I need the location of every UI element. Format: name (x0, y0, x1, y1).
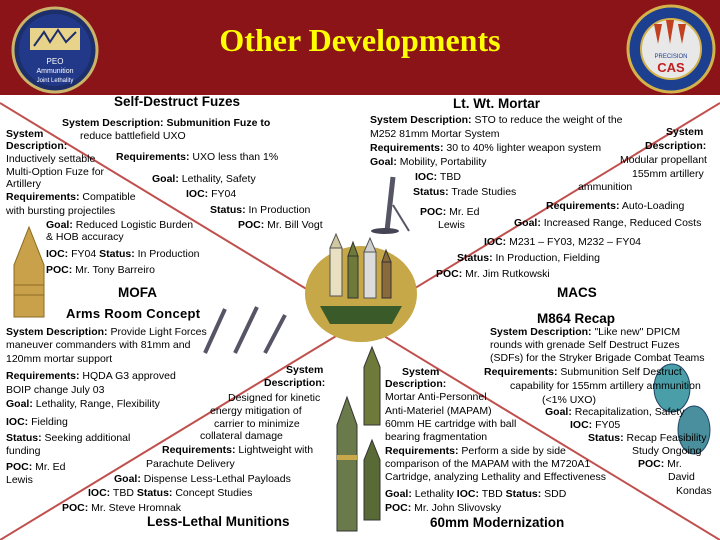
tr-line7: Requirements: Auto-Loading (546, 200, 685, 212)
bl-right-line11: POC: Mr. Steve Hromnak (62, 502, 182, 514)
tl-line7b: IOC: FY04 (186, 188, 237, 200)
bl-line9: funding (6, 445, 41, 457)
tr-line1: System Description: STO to reduce the weight of the (370, 114, 623, 126)
tl-line4b: Requirements: UXO less than 1% (116, 151, 279, 163)
bl-line4: Requirements: HQDA G3 approved (6, 370, 176, 382)
tr-label: MACS (557, 285, 597, 300)
60mm-rounds-image (362, 345, 382, 525)
logo-right-inner-top: PRECISION (654, 54, 688, 60)
bl-line7: IOC: Fielding (6, 416, 68, 428)
tl-line8b: Status: In Production (210, 204, 311, 216)
tr-line12: POC: Mr. Jim Rutkowski (436, 268, 550, 280)
bl-line5: BOIP change July 03 (6, 384, 105, 396)
br-line9b: Status: Recap Feasibility (588, 432, 707, 444)
bl-right-line3: Designed for kinetic (228, 392, 321, 404)
br-line10b: Study Ongoing (632, 445, 702, 457)
pm-cas-logo (624, 4, 718, 94)
tl-line5b: Goal: Lethality, Safety (152, 173, 256, 185)
logo-left-line2: Ammunition (36, 68, 74, 75)
arms-room-mortars-image (195, 305, 295, 355)
br-line7b: Goal: Recapitalization, Safety (545, 406, 685, 418)
bl-line6: Goal: Lethality, Range, Flexibility (6, 398, 160, 410)
bl-heading: Arms Room Concept (66, 306, 201, 321)
tr-line8r: Goal: Increased Range, Reduced Costs (514, 217, 702, 229)
br-line13: Kondas (676, 485, 712, 497)
tl-heading: Self-Destruct Fuzes (114, 94, 241, 109)
tl-line6: Artillery (6, 178, 42, 190)
br-line14: Goal: Lethality IOC: TBD Status: SDD (385, 488, 567, 500)
bl-right-line4: energy mitigation of (210, 405, 302, 417)
tl-line1: System Description: Submunition Fuze to (62, 117, 271, 129)
tr-line3: Requirements: 30 to 40% lighter weapon system (370, 142, 602, 154)
bl-right-line10: IOC: TBD Status: Concept Studies (88, 487, 253, 499)
br-heading: M864 Recap (537, 311, 616, 326)
br-line12: Cartridge, analyzing Lethality and Effectiveness (385, 471, 607, 483)
tl-line4: Inductively settable (6, 153, 96, 165)
tl-line2b: reduce battlefield UXO (80, 130, 186, 142)
bl-right-line6: collateral damage (200, 430, 283, 442)
tr-line8: POC: Mr. Ed (420, 206, 480, 218)
tr-line6: Status: Trade Studies (413, 186, 517, 198)
br-line15: POC: Mr. John Slivovsky (385, 502, 502, 514)
br-line11: comparison of the MAPAM with the M720A1 (385, 458, 591, 470)
tl-line7: Requirements: Compatible (6, 191, 136, 203)
br-line6b: (<1% UXO) (542, 394, 596, 406)
bl-line11: Lewis (6, 474, 33, 486)
bl-label: Less-Lethal Munitions (147, 514, 290, 529)
br-line8b: IOC: FY05 (570, 419, 621, 431)
tr-line9: Lewis (438, 219, 465, 231)
tl-line11: IOC: FY04 Status: In Production (46, 248, 200, 260)
br-line1: System Description: "Like new" DPICM (490, 326, 681, 338)
br-line5: Description: (385, 378, 447, 390)
br-line11b: POC: Mr. (638, 458, 682, 470)
bl-right-line2: Description: (264, 377, 326, 389)
bl-right-line9: Goal: Dispense Less-Lethal Payloads (114, 473, 291, 485)
tr-line10: IOC: M231 – FY03, M232 – FY04 (484, 236, 641, 248)
slide-title: Other Developments (219, 22, 501, 58)
tl-line12: POC: Mr. Tony Barreiro (46, 264, 155, 276)
tr-line2r: System (666, 126, 704, 138)
bl-line3: 120mm mortar support (6, 353, 113, 365)
logo-left-line1: PEO (46, 57, 64, 66)
br-line4b: Requirements: Submunition Self Destruct (484, 366, 682, 378)
br-label: 60mm Modernization (430, 515, 565, 530)
bl-right-line1: System (286, 364, 324, 376)
tl-label: MOFA (118, 285, 157, 300)
bl-right-line5: carrier to minimize (214, 418, 300, 430)
center-munitions-image (300, 228, 422, 348)
tr-line3r: Description: (645, 140, 707, 152)
br-line6: Mortar Anti-Personnel (385, 391, 487, 403)
bl-right-line7: Requirements: Lightweight with (162, 444, 314, 456)
tl-line5: Multi-Option Fuze for (6, 166, 105, 178)
br-line3: (SDFs) for the Stryker Brigade Combat Teams (490, 352, 705, 364)
bl-right-line8: Parachute Delivery (146, 458, 235, 470)
br-line10: Requirements: Perform a side by side (385, 445, 566, 457)
tl-line9: Goal: Reduced Logistic Burden (46, 219, 194, 231)
br-line5b: capability for 155mm artillery ammunition (510, 380, 701, 392)
tr-line4: Goal: Mobility, Portability (370, 156, 487, 168)
bl-line8: Status: Seeking additional (6, 432, 131, 444)
br-line12b: David (668, 471, 695, 483)
tr-heading: Lt. Wt. Mortar (453, 96, 540, 111)
bl-line2: maneuver commanders with 81mm and (6, 339, 191, 351)
br-line9: bearing fragmentation (385, 431, 488, 443)
peo-ammunition-logo (6, 6, 104, 94)
tl-line3: Description: (6, 140, 68, 152)
tr-line2: M252 81mm Mortar System (370, 128, 500, 140)
br-line4: System (402, 366, 440, 378)
less-lethal-projectile-image (334, 395, 360, 535)
tr-line4r: Modular propellant (620, 154, 707, 166)
logo-left-line3: Joint Lethality (36, 78, 74, 84)
tl-line2: System (6, 128, 44, 140)
tr-line5: IOC: TBD (415, 171, 461, 183)
tr-line5r: 155mm artillery (632, 168, 704, 180)
tl-line10: & HOB accuracy (46, 231, 124, 243)
tl-line9b: POC: Mr. Bill Vogt (238, 219, 323, 231)
tl-line8: with bursting projectiles (6, 205, 116, 217)
tr-line6r: ammunition (578, 181, 633, 193)
lightweight-mortar-image (365, 175, 415, 235)
tr-line11: Status: In Production, Fielding (457, 252, 600, 264)
br-line8: 60mm HE cartridge with ball (385, 418, 517, 430)
br-line7: Anti-Materiel (MAPAM) (385, 405, 492, 417)
logo-right-inner-main: CAS (657, 60, 685, 75)
bl-line1: System Description: Provide Light Forces (6, 326, 207, 338)
br-line2: rounds with grenade Self Destruct Fuzes (490, 339, 680, 351)
bl-line10: POC: Mr. Ed (6, 461, 66, 473)
